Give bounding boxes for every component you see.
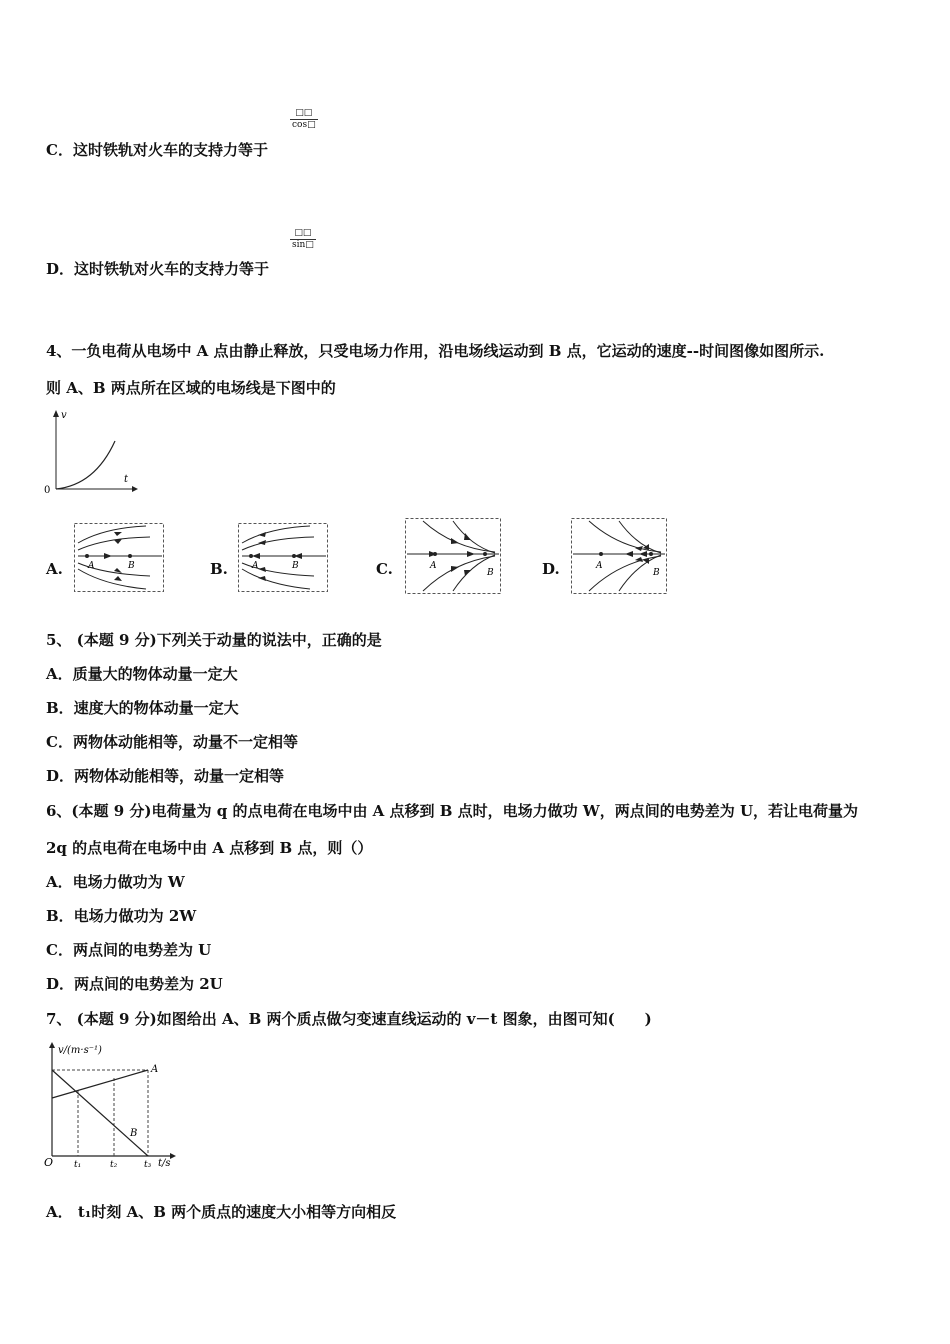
q6-option-a: A．电场力做功为 W bbox=[46, 873, 185, 891]
q4-diagram-c-label-a: A bbox=[430, 561, 437, 571]
q5-option-a: A．质量大的物体动量一定大 bbox=[46, 665, 238, 683]
q3-option-d: D．这时铁轨对火车的支持力等于 bbox=[46, 260, 270, 278]
q4-graph-t-label: t bbox=[124, 474, 129, 485]
q3-option-d-numerator: □□ bbox=[290, 228, 316, 240]
q7-graph-origin: O bbox=[44, 1156, 54, 1169]
q4-option-a-label: A. bbox=[46, 560, 63, 578]
q4-diagram-a-label-a: A bbox=[88, 561, 95, 571]
q4-diagram-b-label-a: A bbox=[252, 561, 259, 571]
q7-graph-tick-1: t₁ bbox=[74, 1160, 82, 1170]
q4-diagram-c-frame bbox=[406, 519, 501, 594]
q7-stem: 7、 (本题 9 分)如图给出 A、B 两个质点做匀变速直线运动的 v－t 图象，由图可知( ) bbox=[46, 1010, 652, 1028]
q3-option-d-denominator: sin□ bbox=[292, 240, 314, 250]
q4-diagram-a-point-a bbox=[85, 554, 89, 558]
q5-option-d: D．两物体动能相等，动量一定相等 bbox=[46, 767, 285, 785]
q5-option-c: C．两物体动能相等，动量不一定相等 bbox=[46, 733, 298, 751]
q3-option-c-fraction bbox=[290, 108, 318, 131]
q4-option-c-label: C. bbox=[376, 560, 393, 578]
q6-option-d: D．两点间的电势差为 2U bbox=[46, 975, 223, 993]
q3-option-c-numerator: □□ bbox=[290, 108, 318, 120]
q7-graph-x-label: t/s bbox=[158, 1158, 171, 1169]
q4-graph-v-label: v bbox=[61, 410, 67, 421]
q4-diagram-b-label-b: B bbox=[292, 561, 299, 571]
q3-option-c-denominator: cos□ bbox=[292, 120, 316, 130]
q7-option-a: A． t₁时刻 A、B 两个质点的速度大小相等方向相反 bbox=[46, 1203, 397, 1221]
q7-graph-label-a: A bbox=[151, 1064, 159, 1075]
q4-diagram-d-point-a bbox=[599, 552, 603, 556]
q4-diagram-a-point-b bbox=[128, 554, 132, 558]
q4-diagram-d-label-b: B bbox=[653, 568, 660, 578]
q7-line-b bbox=[52, 1070, 148, 1156]
q4-diagram-b bbox=[238, 523, 328, 593]
q4-diagram-d-point-b bbox=[649, 552, 653, 556]
q4-diagram-c bbox=[405, 518, 501, 594]
q4-stem-line2: 则 A、B 两点所在区域的电场线是下图中的 bbox=[46, 379, 336, 397]
q5-option-b: B．速度大的物体动量一定大 bbox=[46, 699, 239, 717]
q7-graph-tick-2: t₂ bbox=[110, 1160, 118, 1170]
q4-diagram-d bbox=[571, 518, 667, 594]
q6-stem-line1: 6、(本题 9 分)电荷量为 q 的点电荷在电场中由 A 点移到 B 点时，电场力做功 W，两点间的电势差为 U，若让电荷量为 bbox=[46, 802, 859, 820]
q7-vt-graph bbox=[44, 1040, 184, 1172]
q4-option-d-label: D. bbox=[542, 560, 560, 578]
q4-graph-x-arrow bbox=[132, 486, 138, 492]
q5-stem: 5、 (本题 9 分)下列关于动量的说法中，正确的是 bbox=[46, 631, 382, 649]
q4-stem-line1: 4、一负电荷从电场中 A 点由静止释放，只受电场力作用，沿电场线运动到 B 点，它运动的速度--时间图像如图所示. bbox=[46, 342, 825, 360]
q4-diagram-d-label-a: A bbox=[596, 561, 603, 571]
q4-graph-y-arrow bbox=[53, 410, 59, 417]
q3-option-d-fraction bbox=[290, 228, 316, 251]
q4-vt-graph bbox=[40, 405, 140, 497]
q4-diagram-a bbox=[74, 523, 164, 593]
q7-graph-tick-3: t₃ bbox=[144, 1160, 152, 1170]
q7-graph-label-b: B bbox=[130, 1128, 138, 1139]
q4-diagram-c-point-a bbox=[433, 552, 437, 556]
q4-diagram-c-label-b: B bbox=[487, 568, 494, 578]
q4-diagram-b-point-a bbox=[249, 554, 253, 558]
q4-diagram-b-point-b bbox=[292, 554, 296, 558]
q4-diagram-c-point-b bbox=[483, 552, 487, 556]
q6-option-b: B．电场力做功为 2W bbox=[46, 907, 197, 925]
q4-diagram-a-label-b: B bbox=[128, 561, 135, 571]
q6-option-c: C．两点间的电势差为 U bbox=[46, 941, 212, 959]
q4-graph-curve bbox=[56, 441, 115, 489]
q7-line-a bbox=[52, 1070, 148, 1098]
q7-graph-y-arrow bbox=[49, 1042, 55, 1048]
q7-graph-x-arrow bbox=[170, 1153, 176, 1159]
q4-graph-origin-label: 0 bbox=[44, 485, 51, 496]
q4-option-b-label: B. bbox=[210, 560, 228, 578]
q6-stem-line2: 2q 的点电荷在电场中由 A 点移到 B 点，则（） bbox=[46, 839, 373, 857]
q7-graph-y-label: v/(m·s⁻¹) bbox=[58, 1045, 102, 1056]
q4-diagram-d-frame bbox=[572, 519, 667, 594]
q3-option-c: C．这时铁轨对火车的支持力等于 bbox=[46, 141, 268, 159]
